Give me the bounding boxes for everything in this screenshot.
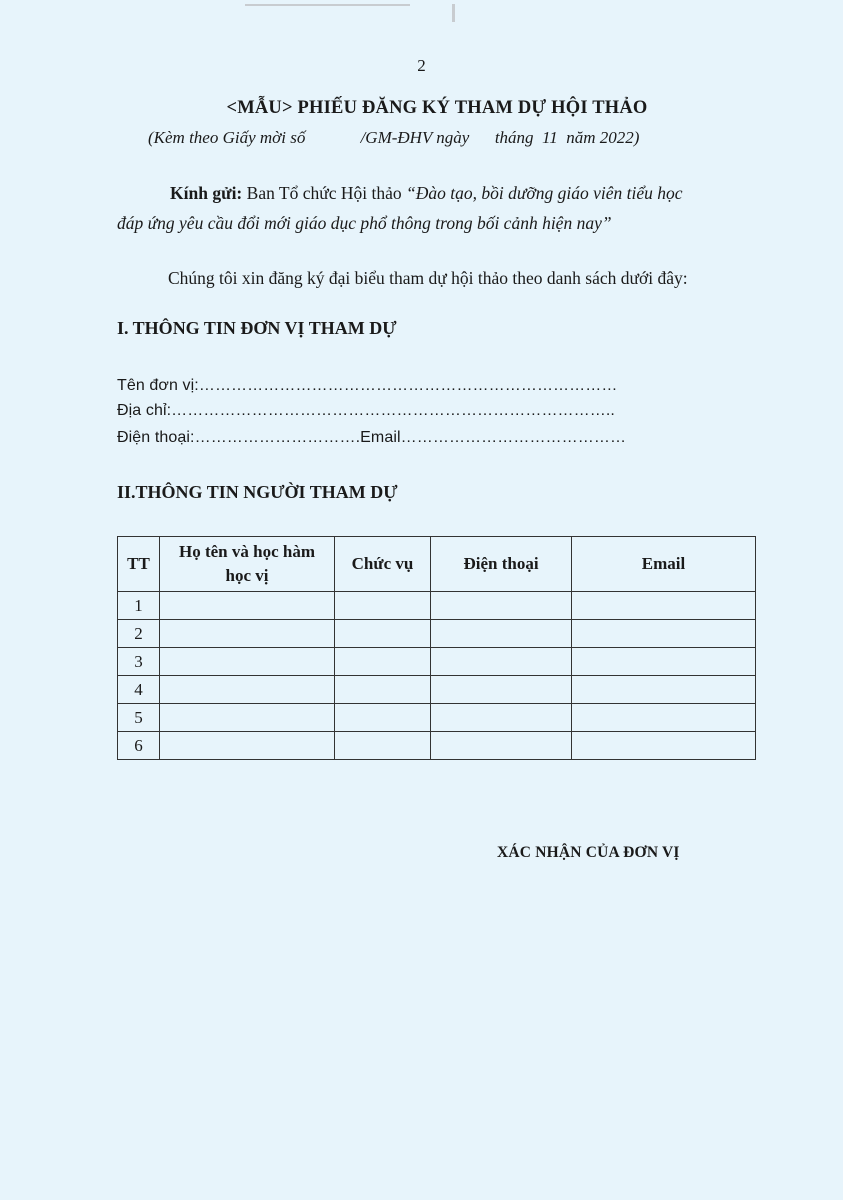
row-number: 1 <box>118 592 160 620</box>
row-number: 3 <box>118 648 160 676</box>
addressee-org: Ban Tổ chức Hội thảo <box>246 183 402 203</box>
table-row <box>118 592 756 620</box>
table-row <box>118 620 756 648</box>
addressee-line <box>170 183 682 204</box>
col-header-position: Chức vụ <box>335 537 431 592</box>
position-cell[interactable] <box>335 648 431 676</box>
row-number: 6 <box>118 732 160 760</box>
participants-table <box>117 536 756 760</box>
scan-artifact <box>245 4 410 6</box>
scan-artifact <box>452 4 455 22</box>
email-cell[interactable] <box>572 704 756 732</box>
phone-cell[interactable] <box>431 620 572 648</box>
section2-heading: II.THÔNG TIN NGƯỜI THAM DỰ <box>117 482 398 502</box>
section1-heading: I. THÔNG TIN ĐƠN VỊ THAM DỰ <box>117 318 397 338</box>
email-cell[interactable] <box>572 676 756 704</box>
table-row <box>118 704 756 732</box>
name-cell[interactable] <box>160 648 335 676</box>
table-header-row <box>118 537 756 592</box>
phone-cell[interactable] <box>431 732 572 760</box>
intro-text: Chúng tôi xin đăng ký đại biểu tham dự hội thảo theo danh sách dưới đây: <box>168 268 688 288</box>
email-cell[interactable] <box>572 648 756 676</box>
addressee-label: Kính gửi: <box>170 183 243 203</box>
col-header-name-line2: học vị <box>225 566 269 585</box>
name-cell[interactable] <box>160 704 335 732</box>
phone-cell[interactable] <box>431 648 572 676</box>
row-number: 4 <box>118 676 160 704</box>
address-field[interactable]: Địa chỉ:……………………………………………………………………….. <box>117 402 615 419</box>
phone-email-field[interactable]: Điện thoại:………………………….Email…………………………………… <box>117 429 627 446</box>
name-cell[interactable] <box>160 592 335 620</box>
phone-cell[interactable] <box>431 704 572 732</box>
page-subtitle: (Kèm theo Giấy mời số /GM-ĐHV ngày tháng 11 năm 2022) <box>148 128 640 147</box>
position-cell[interactable] <box>335 676 431 704</box>
email-cell[interactable] <box>572 620 756 648</box>
addressee-topic-2: đáp ứng yêu cầu đổi mới giáo dục phổ thông trong bối cảnh hiện nay” <box>117 213 612 233</box>
col-header-name <box>160 537 335 592</box>
col-header-tt: TT <box>118 537 160 592</box>
table-row <box>118 732 756 760</box>
unit-confirmation: XÁC NHẬN CỦA ĐƠN VỊ <box>497 844 680 861</box>
addressee-topic-1: “Đào tạo, bồi dưỡng giáo viên tiểu học <box>405 183 683 203</box>
name-cell[interactable] <box>160 676 335 704</box>
position-cell[interactable] <box>335 592 431 620</box>
email-cell[interactable] <box>572 592 756 620</box>
position-cell[interactable] <box>335 620 431 648</box>
phone-cell[interactable] <box>431 592 572 620</box>
table-row <box>118 676 756 704</box>
email-cell[interactable] <box>572 732 756 760</box>
col-header-phone: Điện thoại <box>431 537 572 592</box>
unit-name-field[interactable]: Tên đơn vị:…………………………………………………………………… <box>117 377 618 394</box>
page-number: 2 <box>417 56 426 75</box>
position-cell[interactable] <box>335 704 431 732</box>
page-title: <MẪU> PHIẾU ĐĂNG KÝ THAM DỰ HỘI THẢO <box>226 98 648 118</box>
col-header-name-line1: Họ tên và học hàm <box>179 542 315 561</box>
name-cell[interactable] <box>160 620 335 648</box>
position-cell[interactable] <box>335 732 431 760</box>
table-row <box>118 648 756 676</box>
phone-cell[interactable] <box>431 676 572 704</box>
row-number: 2 <box>118 620 160 648</box>
row-number: 5 <box>118 704 160 732</box>
col-header-email: Email <box>572 537 756 592</box>
name-cell[interactable] <box>160 732 335 760</box>
